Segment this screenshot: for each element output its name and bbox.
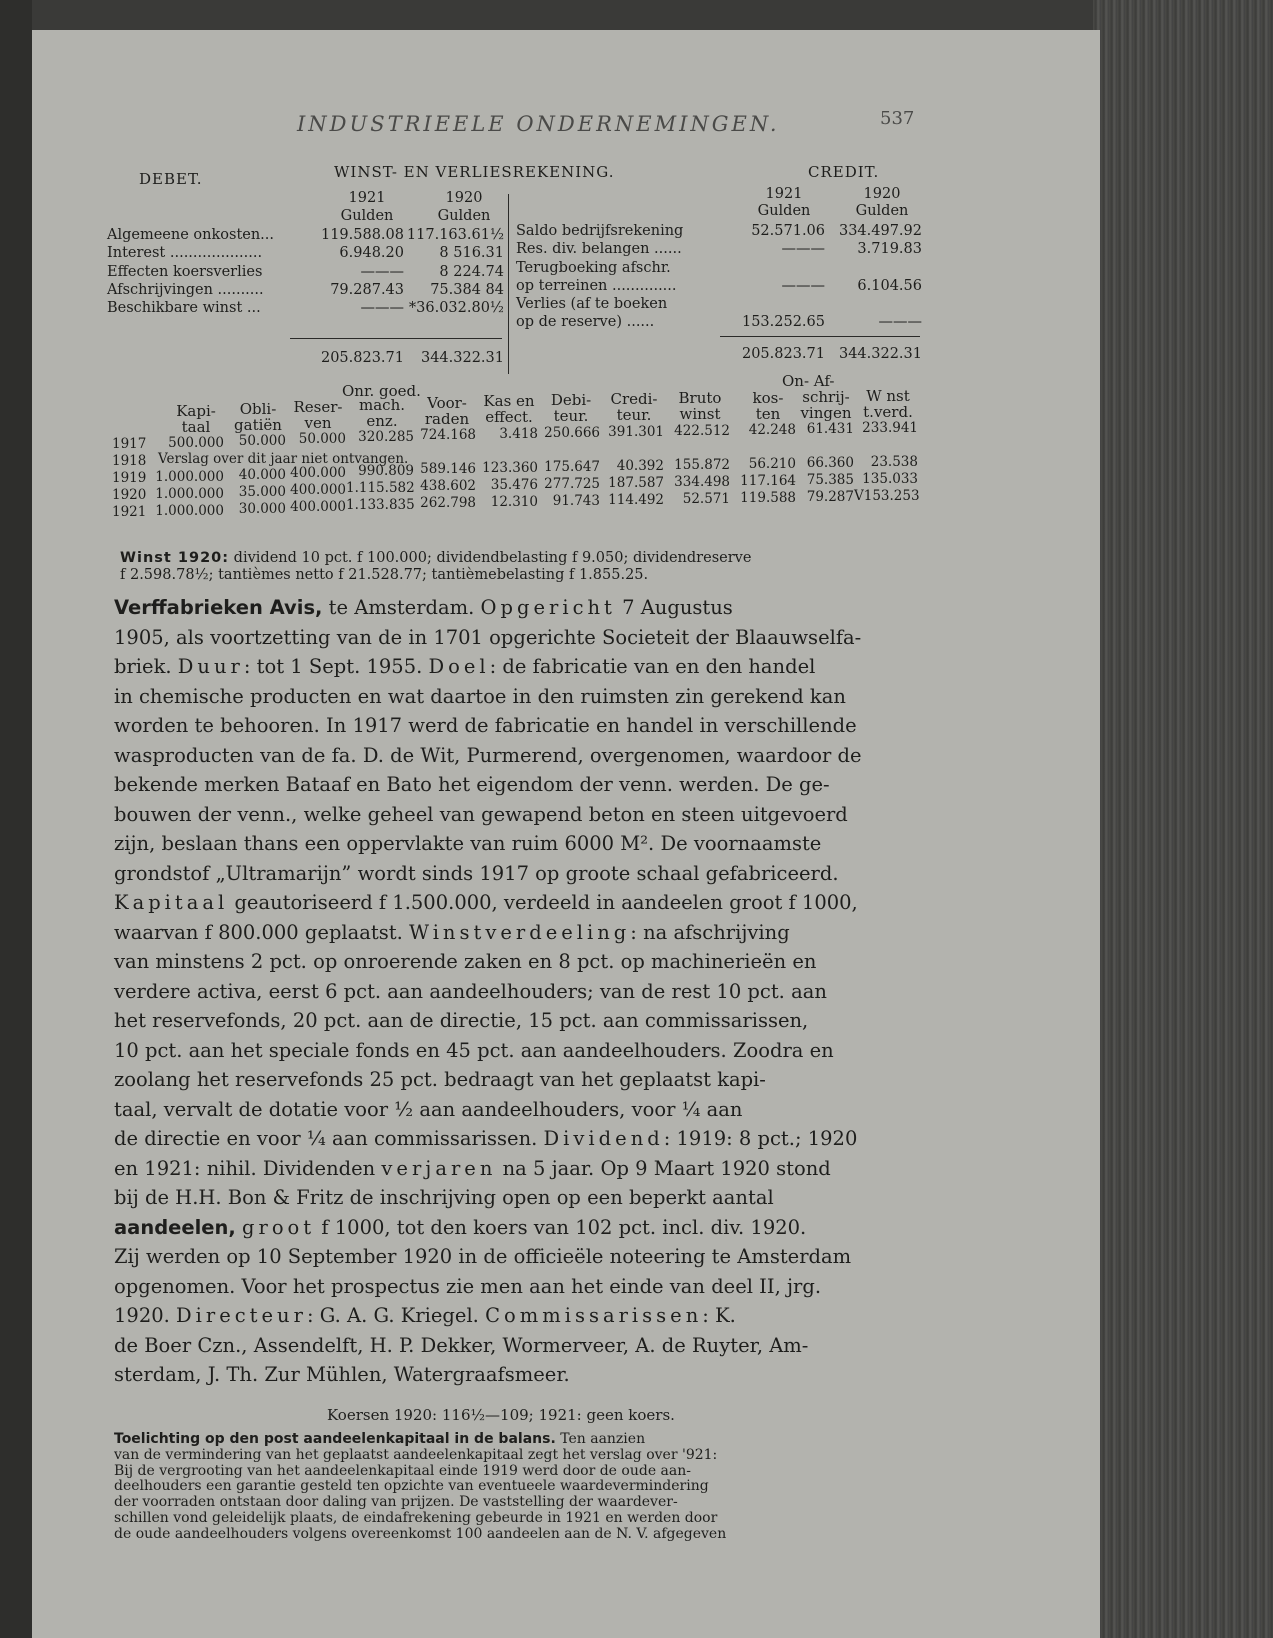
table-cell: 75.385: [806, 472, 854, 488]
credit-row-value: 6.104.56: [857, 278, 922, 294]
text-run: van minstens 2 pct. op onroerende zaken en 8 pct. op machinerieën en: [114, 950, 817, 973]
text-run: 1905, als voortzetting van de in 1701 opgerichte Societeit der Blaauwselfa-: [114, 625, 862, 649]
credit-row-value: 3.719.83: [857, 241, 922, 257]
header-cell: raden: [424, 410, 470, 428]
text-run: bekende merken Bataaf en Bato het eigendom der venn. werden. De ge-: [114, 773, 830, 796]
debit-row-value: 8 224.74: [439, 264, 504, 280]
table-cell: 66.360: [806, 455, 854, 471]
text-run: grondstof „Ultramarijn” wordt sinds 1917 op groote schaal gefabriceerd.: [114, 861, 839, 885]
table-cell: 135.033: [862, 471, 918, 487]
koersen-line: Koersen 1920: 116½—109; 1921: geen koers.: [327, 1406, 675, 1424]
company-line: [114, 977, 994, 1007]
table-cell: 12.310: [490, 494, 538, 510]
bold-keyword: Verffabrieken Avis,: [114, 596, 323, 619]
winst-line-2: f 2.598.78½; tantièmes netto f 21.528.77; tantièmebelasting f 1.855.25.: [120, 567, 649, 583]
debit-unit-a: Gulden: [340, 208, 394, 224]
table-cell: 50.000: [298, 431, 346, 447]
text-run: wasproducten van de fa. D. de Wit, Purmerend, overgenomen, waardoor de: [114, 743, 862, 767]
text-run: bouwen der venn., welke geheel van gewapend beton en steen uitgevoerd: [114, 802, 848, 826]
debit-row-value: ———: [360, 300, 404, 316]
debit-year-a: 1921: [348, 190, 386, 206]
table-cell: 35.476: [490, 477, 538, 493]
text-run: opgenomen. Voor het prospectus zie men aan het einde van deel II, jrg.: [114, 1274, 822, 1298]
table-cell: 233.941: [862, 420, 918, 436]
debit-row-label: Afschrijvingen ..........: [107, 282, 264, 298]
table-cell: 3.418: [499, 426, 538, 442]
spaced-keyword: Kapitaal: [114, 891, 229, 914]
table-cell: 1.000.000: [155, 486, 224, 502]
company-line: [114, 1242, 994, 1272]
table-cell: 422.512: [674, 423, 730, 439]
company-line: [114, 888, 994, 918]
header-cell: Reser-: [293, 398, 343, 416]
credit-row-label: Terugboeking afschr.: [516, 260, 671, 276]
table-cell: 400.000: [290, 499, 346, 515]
header-cell: teur.: [553, 407, 589, 425]
table-cell: 40.000: [238, 467, 286, 483]
credit-row-label: Saldo bedrijfsrekening: [516, 223, 684, 239]
account-title: WINST- EN VERLIESREKENING.: [334, 163, 615, 181]
toelichting-line: [114, 1432, 994, 1448]
company-line: [114, 1183, 994, 1213]
debit-row-label: Effecten koersverlies: [107, 264, 263, 280]
table-cell: 40.392: [616, 458, 664, 474]
spaced-keyword: verjaren: [381, 1156, 497, 1180]
company-line: [114, 1272, 994, 1302]
credit-year-a: 1921: [765, 186, 803, 202]
text-run: te Amsterdam.: [322, 596, 481, 619]
header-cell: Credi-: [610, 390, 658, 408]
credit-unit-a: Gulden: [757, 203, 811, 219]
text-run: der voorraden ontstaan door daling van prijzen. De vaststelling der waardever-: [114, 1494, 678, 1511]
debit-row-value: 79.287.43: [330, 282, 404, 298]
company-line: [114, 1154, 994, 1184]
debit-row-value: *36.032.80½: [408, 300, 504, 316]
winst-text: dividend 10 pct. f 100.000; dividendbelasting f 9.050; dividendreserve: [233, 550, 752, 566]
table-cell: 391.301: [608, 424, 664, 440]
company-line: [114, 623, 994, 653]
header-onr-goed: Onr. goed.: [342, 382, 421, 400]
company-line: [114, 1065, 994, 1095]
toelichting-line: [114, 1448, 994, 1464]
text-run: in chemische producten en wat daartoe in den ruimsten zin gerekend kan: [114, 684, 846, 708]
book-page-edges: [1093, 0, 1273, 1638]
text-run: waarvan f 800.000 geplaatst.: [114, 920, 409, 944]
credit-row-label: op de reserve) ......: [516, 314, 655, 330]
text-run: schillen vond geleidelijk plaats, de eindafrekening gebeurde in 1921 en werden door: [114, 1509, 718, 1526]
spaced-keyword: Doel: [428, 655, 490, 678]
header-on-af: On- Af-: [782, 372, 835, 390]
row-year: 1921: [112, 504, 147, 520]
table-cell: 1.000.000: [155, 503, 224, 519]
debit-row-value: 119.588.08: [320, 227, 404, 243]
debit-row-label: Interest ....................: [107, 245, 263, 261]
text-run: : K.: [702, 1304, 736, 1327]
table-cell: 277.725: [544, 476, 600, 492]
credit-row-value: ———: [781, 241, 825, 257]
text-run: zoolang het reservefonds 25 pct. bedraagt van het geplaatst kapi-: [114, 1068, 766, 1091]
credit-row-value: 334.497.92: [838, 223, 922, 239]
book-spine-shadow: [0, 0, 32, 1638]
table-cell: 1.133.835: [346, 497, 415, 513]
debit-total-rule: [290, 338, 502, 339]
company-line: [114, 918, 994, 948]
winst-line-1: [120, 550, 751, 566]
toelichting-line: [114, 1464, 994, 1480]
row-year: 1920: [112, 487, 147, 503]
table-cell: 400.000: [290, 465, 346, 481]
text-run: f 1000, tot den koers van 102 pct. incl. div. 1920.: [315, 1215, 807, 1239]
credit-row-value: 153.252.65: [741, 314, 825, 330]
company-line: [114, 1360, 994, 1390]
credit-unit-b: Gulden: [855, 203, 909, 219]
header-cell: Bruto: [678, 389, 722, 407]
text-run: 1920.: [114, 1304, 177, 1327]
company-line: [114, 1124, 994, 1154]
header-cell: schrij-: [802, 388, 850, 406]
spaced-keyword: Directeur: [176, 1304, 307, 1327]
table-cell: 500.000: [168, 435, 224, 451]
header-cell: vingen: [800, 404, 852, 422]
header-cell: ten: [755, 405, 781, 423]
header-cell: W nst: [866, 387, 910, 405]
header-cell: teur.: [616, 406, 652, 424]
header-cell: Kapi-: [176, 402, 216, 420]
text-run: Bij de vergrooting van het aandeelenkapitaal einde 1919 werd door de oude aan-: [114, 1462, 691, 1479]
header-cell: Voor-: [427, 394, 467, 412]
credit-total: 344.322.31: [838, 346, 922, 362]
debit-row-value: 117.163.61½: [406, 227, 504, 243]
debit-row-label: Algemeene onkosten...: [107, 227, 275, 243]
text-run: : na afschrijving: [630, 920, 790, 944]
table-cell: 61.431: [806, 421, 854, 437]
table-cell: 1.000.000: [155, 469, 224, 485]
text-run: : de fabricatie van en den handel: [489, 655, 816, 678]
table-cell: 724.168: [420, 427, 476, 443]
table-cell: 320.285: [358, 429, 414, 445]
table-cell: 91.743: [552, 493, 600, 509]
table-cell: 119.588: [740, 490, 796, 506]
text-run: deelhouders een garantie gesteld ten opzichte van eventueele waardevermindering: [114, 1478, 709, 1495]
text-run: briek.: [114, 655, 178, 678]
text-run: en 1921: nihil. Dividenden: [114, 1156, 382, 1180]
bold-keyword: Toelichting op den post aandeelenkapitaal in de balans.: [114, 1431, 556, 1447]
header-cell: taal: [181, 418, 211, 436]
text-run: Zij werden op 10 September 1920 in de officieële noteering te Amsterdam: [114, 1245, 852, 1268]
spaced-keyword: Opgericht: [480, 596, 616, 619]
text-run: de directie en voor ¼ aan commissarissen.: [114, 1127, 544, 1150]
company-line: [114, 1301, 994, 1331]
running-head: INDUSTRIEELE ONDERNEMINGEN.: [297, 112, 780, 136]
account-divider: [508, 194, 509, 374]
table-cell: 35.000: [238, 484, 286, 500]
text-run: geautoriseerd f 1.500.000, verdeeld in aandeelen groot f 1000,: [228, 891, 858, 914]
header-cell: gatiën: [234, 416, 282, 434]
header-cell: enz.: [366, 412, 398, 430]
spaced-keyword: Winstverdeeling: [409, 920, 631, 944]
spaced-keyword: Commissarissen: [485, 1304, 703, 1327]
toelichting-line: [114, 1511, 994, 1527]
credit-row-label: Res. div. belangen ......: [516, 241, 682, 257]
company-line: [114, 652, 994, 682]
text-run: taal, vervalt de dotatie voor ½ aan aandeelhouders, voor ¼ aan: [114, 1097, 743, 1121]
credit-row-value: 52.571.06: [751, 223, 825, 239]
header-cell: Debi-: [550, 391, 592, 409]
table-cell: 1.115.582: [346, 480, 415, 496]
row-note: Verslag over dit jaar niet ontvangen.: [158, 451, 409, 467]
credit-row-label: Verlies (af te boeken: [516, 296, 668, 312]
header-cell: mach.: [359, 396, 405, 414]
company-line: [114, 1213, 994, 1243]
text-run: worden te behooren. In 1917 werd de fabricatie en handel in verschillende: [114, 714, 857, 737]
toelichting-paragraph: [114, 1432, 994, 1543]
debit-total: 205.823.71: [320, 350, 404, 366]
table-cell: 50.000: [238, 433, 286, 449]
header-cell: winst: [679, 405, 721, 423]
spaced-keyword: Dividend: [543, 1127, 664, 1150]
text-run: Ten aanzien: [555, 1431, 646, 1447]
header-cell: kos-: [752, 389, 784, 407]
company-description: [114, 593, 994, 1390]
credit-year-b: 1920: [863, 186, 901, 202]
text-run: na 5 jaar. Op 9 Maart 1920 stond: [496, 1156, 831, 1180]
table-cell: 117.164: [740, 473, 796, 489]
company-line: [114, 593, 994, 623]
text-run: 10 pct. aan het speciale fonds en 45 pct. aan aandeelhouders. Zoodra en: [114, 1038, 834, 1062]
text-run: bij de H.H. Bon & Fritz de inschrijving open op een beperkt aantal: [114, 1186, 774, 1209]
table-cell: 23.538: [870, 454, 918, 470]
toelichting-line: [114, 1495, 994, 1511]
debet-label: DEBET.: [139, 170, 203, 188]
company-line: [114, 800, 994, 830]
company-line: [114, 1331, 994, 1361]
company-line: [114, 1036, 994, 1066]
debit-row-value: 75.384 84: [430, 282, 504, 298]
toelichting-line: [114, 1527, 994, 1543]
text-run: sterdam, J. Th. Zur Mühlen, Watergraafsmeer.: [114, 1363, 570, 1386]
table-cell: 30.000: [238, 501, 286, 517]
page-number: 537: [880, 108, 915, 129]
company-line: [114, 711, 994, 741]
debit-unit-b: Gulden: [437, 208, 491, 224]
table-cell: 262.798: [420, 495, 476, 511]
text-run: : 1919: 8 pct.; 1920: [663, 1127, 858, 1150]
table-cell: V153.253: [854, 488, 920, 504]
book-page: [32, 30, 1100, 1638]
table-cell: 123.360: [482, 460, 538, 476]
text-run: : G. A. G. Kriegel.: [306, 1304, 486, 1327]
company-line: [114, 682, 994, 712]
credit-row-value: ———: [781, 278, 825, 294]
text-run: het reservefonds, 20 pct. aan de directie, 15 pct. aan commissarissen,: [114, 1009, 809, 1032]
table-cell: 589.146: [420, 461, 476, 477]
table-cell: 42.248: [748, 422, 796, 438]
text-run: 7 Augustus: [615, 596, 733, 619]
header-cell: t.verd.: [863, 403, 913, 421]
table-cell: 438.602: [420, 478, 476, 494]
table-cell: 250.666: [544, 425, 600, 441]
table-cell: 400.000: [290, 482, 346, 498]
table-cell: 52.571: [682, 491, 730, 507]
header-cell: Obli-: [239, 400, 277, 418]
table-cell: 175.647: [544, 459, 600, 475]
debit-total: 344.322.31: [420, 350, 504, 366]
credit-total-rule: [720, 336, 920, 337]
text-run: verdere activa, eerst 6 pct. aan aandeelhouders; van de rest 10 pct. aan: [114, 979, 827, 1003]
toelichting-line: [114, 1479, 994, 1495]
bold-keyword: aandeelen,: [114, 1215, 236, 1239]
debit-row-value: 8 516.31: [439, 245, 504, 261]
company-line: [114, 1006, 994, 1036]
debit-year-b: 1920: [445, 190, 483, 206]
row-year: 1919: [112, 470, 147, 486]
credit-label: CREDIT.: [808, 163, 880, 181]
credit-total: 205.823.71: [741, 346, 825, 362]
debit-row-value: ———: [360, 264, 404, 280]
company-line: [114, 1095, 994, 1125]
row-year: 1918: [112, 453, 147, 469]
text-run: : tot 1 Sept. 1955.: [243, 655, 429, 678]
row-year: 1917: [112, 436, 147, 452]
table-cell: 990.809: [358, 463, 414, 479]
credit-row-label: op terreinen ..............: [516, 278, 677, 294]
text-run: van de vermindering van het geplaatst aandeelenkapitaal zegt het verslag over '921:: [114, 1446, 718, 1463]
header-cell: ven: [304, 414, 332, 432]
debit-row-value: 6.948.20: [339, 245, 404, 261]
table-cell: 334.498: [674, 474, 730, 490]
credit-row-value: ———: [878, 314, 922, 330]
company-line: [114, 947, 994, 977]
table-cell: 155.872: [674, 457, 730, 473]
text-run: de oude aandeelhouders volgens overeenkomst 100 aandeelen aan de N. V. afgegeven: [114, 1525, 727, 1542]
winst-label: Winst 1920:: [120, 550, 230, 566]
spaced-keyword: Duur: [177, 655, 244, 678]
debit-row-label: Beschikbare winst ...: [107, 300, 261, 316]
company-line: [114, 741, 994, 771]
company-line: [114, 829, 994, 859]
company-line: [114, 770, 994, 800]
table-cell: 187.587: [608, 475, 664, 491]
table-cell: 79.287: [806, 489, 854, 505]
header-cell: effect.: [485, 408, 533, 426]
table-cell: 114.492: [608, 492, 664, 508]
header-cell: Kas en: [483, 392, 535, 410]
company-line: [114, 859, 994, 889]
text-run: zijn, beslaan thans een oppervlakte van ruim 6000 M². De voornaamste: [114, 832, 822, 855]
text-run: de Boer Czn., Assendelft, H. P. Dekker, Wormerveer, A. de Ruyter, Am-: [114, 1333, 809, 1357]
spaced-keyword: groot: [242, 1215, 316, 1239]
table-cell: 56.210: [748, 456, 796, 472]
